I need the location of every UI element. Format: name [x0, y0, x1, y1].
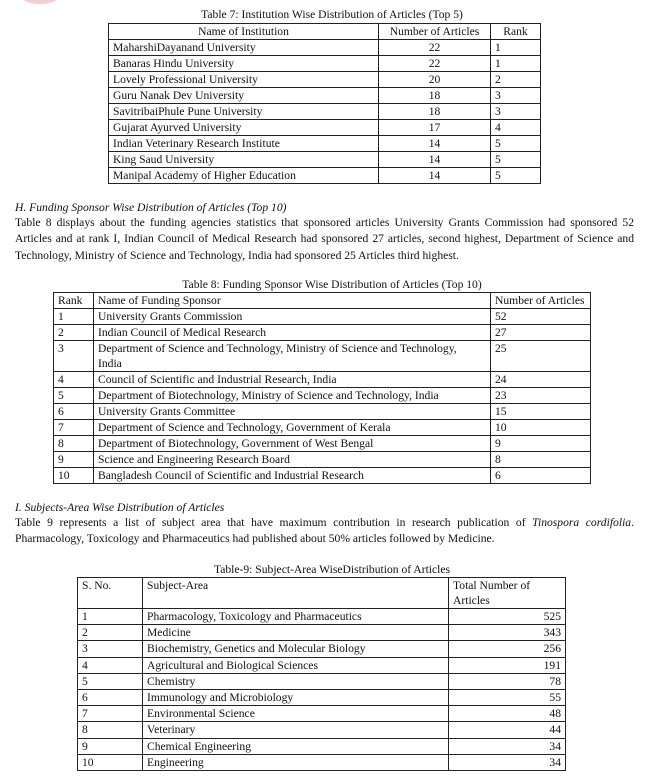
subject-cell: Medicine — [143, 625, 449, 641]
table-row — [78, 690, 566, 706]
table7-header-articles: Number of Articles — [379, 24, 491, 40]
sponsor-cell: Science and Engineering Research Board — [94, 452, 491, 468]
articles-cell: 20 — [379, 72, 491, 88]
rank-cell: 5 — [491, 168, 541, 184]
table-row — [78, 673, 566, 689]
total-cell: 34 — [449, 754, 566, 770]
subject-cell: Pharmacology, Toxicology and Pharmaceutics — [143, 609, 449, 625]
table9-header-total: Total Number of Articles — [449, 578, 566, 609]
articles-cell: 27 — [491, 325, 591, 341]
table9-caption: Table-9: Subject-Area WiseDistribution of Articles — [213, 563, 451, 576]
red-mark-decoration — [20, 0, 60, 4]
articles-cell: 14 — [379, 152, 491, 168]
sno-cell: 5 — [78, 673, 143, 689]
articles-cell: 6 — [491, 468, 591, 484]
rank-cell: 6 — [54, 404, 94, 420]
section-i-paragraph — [15, 515, 634, 548]
total-cell: 525 — [449, 609, 566, 625]
table8-header-sponsor: Name of Funding Sponsor — [94, 293, 491, 309]
table-row — [78, 706, 566, 722]
articles-cell: 9 — [491, 436, 591, 452]
table-row — [78, 657, 566, 673]
rank-cell: 1 — [54, 309, 94, 325]
articles-cell: 22 — [379, 56, 491, 72]
section-i-species-name: Tinospora cordifolia — [532, 516, 632, 529]
table-row — [78, 641, 566, 657]
subject-cell: Agricultural and Biological Sciences — [143, 657, 449, 673]
table9-header-subject: Subject-Area — [143, 578, 449, 609]
institution-cell: King Saud University — [109, 152, 379, 168]
sponsor-cell: Bangladesh Council of Scientific and Industrial Research — [94, 468, 491, 484]
table8-header-articles: Number of Articles — [491, 293, 591, 309]
articles-cell: 14 — [379, 136, 491, 152]
sponsor-cell: Department of Science and Technology, Ministry of Science and Technology, India — [94, 341, 491, 372]
sno-cell: 7 — [78, 706, 143, 722]
rank-cell: 2 — [54, 325, 94, 341]
sponsor-cell: Council of Scientific and Industrial Research, India — [94, 372, 491, 388]
subject-cell: Immunology and Microbiology — [143, 690, 449, 706]
articles-cell: 23 — [491, 388, 591, 404]
total-cell: 34 — [449, 738, 566, 754]
institution-cell: Manipal Academy of Higher Education — [109, 168, 379, 184]
articles-cell: 10 — [491, 420, 591, 436]
sponsor-cell: Department of Science and Technology, Government of Kerala — [94, 420, 491, 436]
institution-cell: Indian Veterinary Research Institute — [109, 136, 379, 152]
table8-caption: Table 8: Funding Sponsor Wise Distribution of Articles (Top 10) — [182, 278, 482, 291]
institution-cell: Guru Nanak Dev University — [109, 88, 379, 104]
table-row — [78, 625, 566, 641]
sno-cell: 10 — [78, 754, 143, 770]
table-row — [54, 404, 591, 420]
sponsor-cell: Indian Council of Medical Research — [94, 325, 491, 341]
table-row — [109, 152, 541, 168]
table-row — [54, 325, 591, 341]
rank-cell: 4 — [491, 120, 541, 136]
table-row — [54, 420, 591, 436]
total-cell: 343 — [449, 625, 566, 641]
subject-cell: Chemical Engineering — [143, 738, 449, 754]
sno-cell: 3 — [78, 641, 143, 657]
table7 — [108, 23, 541, 184]
section-i-heading: I. Subjects-Area Wise Distribution of Articles — [15, 501, 225, 514]
table9 — [77, 577, 566, 771]
articles-cell: 8 — [491, 452, 591, 468]
rank-cell: 4 — [54, 372, 94, 388]
table7-caption: Table 7: Institution Wise Distribution of Articles (Top 5) — [201, 8, 463, 21]
articles-cell: 18 — [379, 88, 491, 104]
sno-cell: 1 — [78, 609, 143, 625]
rank-cell: 3 — [491, 104, 541, 120]
sponsor-cell: Department of Biotechnology, Government of West Bengal — [94, 436, 491, 452]
table-row — [54, 309, 591, 325]
table8-header-rank: Rank — [54, 293, 94, 309]
institution-cell: Gujarat Ayurved University — [109, 120, 379, 136]
sponsor-cell: University Grants Commission — [94, 309, 491, 325]
rank-cell: 9 — [54, 452, 94, 468]
total-cell: 78 — [449, 673, 566, 689]
total-cell: 55 — [449, 690, 566, 706]
rank-cell: 7 — [54, 420, 94, 436]
table-row — [109, 40, 541, 56]
articles-cell: 17 — [379, 120, 491, 136]
table8 — [53, 292, 591, 484]
institution-cell: SavitribaiPhule Pune University — [109, 104, 379, 120]
section-i-text-part2: . Pharmacology, Toxicology and Pharmaceutics had published about 50% articles followed by Medicine. — [15, 516, 634, 546]
table-row — [54, 341, 591, 372]
institution-cell: MaharshiDayanand University — [109, 40, 379, 56]
sno-cell: 4 — [78, 657, 143, 673]
articles-cell: 18 — [379, 104, 491, 120]
sponsor-cell: University Grants Committee — [94, 404, 491, 420]
rank-cell: 5 — [491, 152, 541, 168]
table7-header-rank: Rank — [491, 24, 541, 40]
institution-cell: Banaras Hindu University — [109, 56, 379, 72]
sno-cell: 9 — [78, 738, 143, 754]
table7-header-institution: Name of Institution — [109, 24, 379, 40]
section-i-text-part1: Table 9 represents a list of subject area that have maximum contribution in research publication of — [15, 516, 533, 529]
subject-cell: Veterinary — [143, 722, 449, 738]
table-row — [109, 136, 541, 152]
total-cell: 48 — [449, 706, 566, 722]
table-row — [78, 722, 566, 738]
table-row — [109, 88, 541, 104]
table-row — [109, 104, 541, 120]
subject-cell: Biochemistry, Genetics and Molecular Biology — [143, 641, 449, 657]
section-h-paragraph: Table 8 displays about the funding agencies statistics that sponsored articles University Grants Commission had sponsored 52 Articles and at rank I, Indian Council of Medical Research had sponsored 27 articles, second highest, Department of Science and Technology, Ministry of Science and Technology, India had sponsored 25 Articles third highest. — [15, 216, 634, 262]
rank-cell: 10 — [54, 468, 94, 484]
sponsor-cell: Department of Biotechnology, Ministry of Science and Technology, India — [94, 388, 491, 404]
articles-cell: 25 — [491, 341, 591, 372]
table-row — [109, 56, 541, 72]
total-cell: 191 — [449, 657, 566, 673]
articles-cell: 14 — [379, 168, 491, 184]
articles-cell: 15 — [491, 404, 591, 420]
articles-cell: 22 — [379, 40, 491, 56]
subject-cell: Chemistry — [143, 673, 449, 689]
rank-cell: 2 — [491, 72, 541, 88]
table7-header-row — [109, 24, 541, 40]
table-row — [78, 609, 566, 625]
table-row — [109, 168, 541, 184]
table9-header-sno: S. No. — [78, 578, 143, 609]
rank-cell: 3 — [491, 88, 541, 104]
table-row — [54, 452, 591, 468]
rank-cell: 3 — [54, 341, 94, 372]
institution-cell: Lovely Professional University — [109, 72, 379, 88]
articles-cell: 24 — [491, 372, 591, 388]
table8-header-row — [54, 293, 591, 309]
table-row — [78, 754, 566, 770]
total-cell: 44 — [449, 722, 566, 738]
section-h-heading: H. Funding Sponsor Wise Distribution of Articles (Top 10) — [15, 201, 287, 214]
rank-cell: 8 — [54, 436, 94, 452]
table-row — [54, 468, 591, 484]
rank-cell: 1 — [491, 56, 541, 72]
sno-cell: 2 — [78, 625, 143, 641]
table9-header-row — [78, 578, 566, 609]
table-row — [109, 120, 541, 136]
table-row — [78, 738, 566, 754]
rank-cell: 1 — [491, 40, 541, 56]
subject-cell: Environmental Science — [143, 706, 449, 722]
sno-cell: 6 — [78, 690, 143, 706]
subject-cell: Engineering — [143, 754, 449, 770]
total-cell: 256 — [449, 641, 566, 657]
rank-cell: 5 — [491, 136, 541, 152]
sno-cell: 8 — [78, 722, 143, 738]
articles-cell: 52 — [491, 309, 591, 325]
table-row — [54, 436, 591, 452]
table-row — [54, 388, 591, 404]
rank-cell: 5 — [54, 388, 94, 404]
table-row — [109, 72, 541, 88]
table-row — [54, 372, 591, 388]
